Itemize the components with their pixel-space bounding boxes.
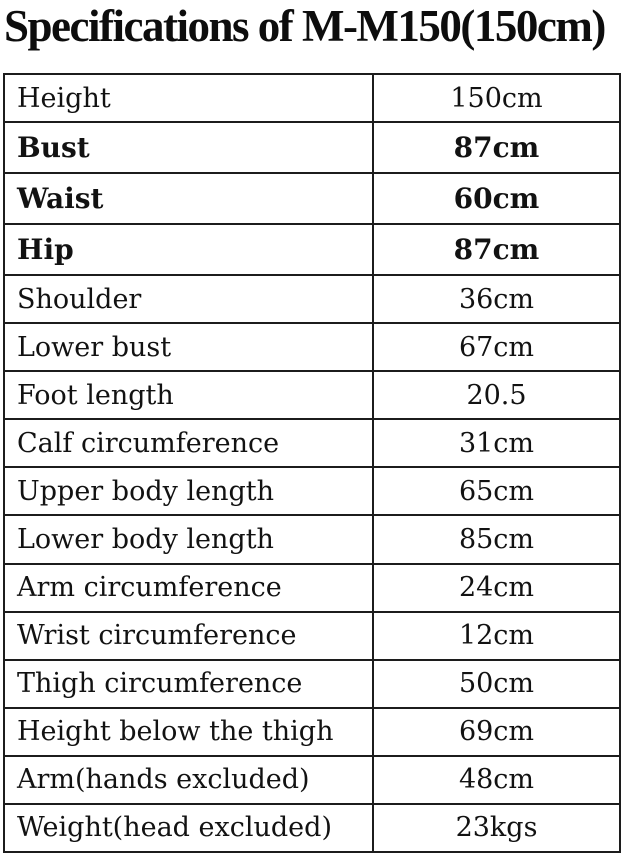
spec-value-weight-head-excluded: 23kgs: [373, 804, 620, 852]
table-row: [4, 467, 620, 515]
spec-label-waist: Waist: [4, 173, 373, 224]
specifications-table: [3, 73, 621, 853]
table-row: [4, 804, 620, 852]
spec-label-arm-circumference: Arm circumference: [4, 564, 373, 612]
table-row: [4, 708, 620, 756]
spec-value-waist: 60cm: [373, 173, 620, 224]
table-row: [4, 275, 620, 323]
table-row: [4, 371, 620, 419]
spec-value-lower-bust: 67cm: [373, 323, 620, 371]
spec-label-lower-bust: Lower bust: [4, 323, 373, 371]
spec-label-wrist-circumference: Wrist circumference: [4, 612, 373, 660]
spec-value-upper-body-length: 65cm: [373, 467, 620, 515]
spec-value-wrist-circumference: 12cm: [373, 612, 620, 660]
spec-label-lower-body-length: Lower body length: [4, 515, 373, 563]
spec-value-hip: 87cm: [373, 224, 620, 275]
spec-label-calf-circumference: Calf circumference: [4, 419, 373, 467]
table-row: [4, 660, 620, 708]
spec-label-hip: Hip: [4, 224, 373, 275]
spec-label-bust: Bust: [4, 122, 373, 173]
table-row: [4, 173, 620, 224]
spec-value-arm-circumference: 24cm: [373, 564, 620, 612]
spec-value-calf-circumference: 31cm: [373, 419, 620, 467]
spec-value-bust: 87cm: [373, 122, 620, 173]
spec-value-height-below-thigh: 69cm: [373, 708, 620, 756]
spec-label-weight-head-excluded: Weight(head excluded): [4, 804, 373, 852]
spec-label-arm-hands-excluded: Arm(hands excluded): [4, 756, 373, 804]
table-row: [4, 612, 620, 660]
spec-label-shoulder: Shoulder: [4, 275, 373, 323]
spec-label-foot-length: Foot length: [4, 371, 373, 419]
table-row: [4, 323, 620, 371]
table-row: [4, 419, 620, 467]
spec-value-arm-hands-excluded: 48cm: [373, 756, 620, 804]
table-row: [4, 74, 620, 122]
spec-value-lower-body-length: 85cm: [373, 515, 620, 563]
spec-label-thigh-circumference: Thigh circumference: [4, 660, 373, 708]
spec-value-height: 150cm: [373, 74, 620, 122]
spec-label-upper-body-length: Upper body length: [4, 467, 373, 515]
spec-table-body: [4, 74, 620, 852]
table-row: [4, 122, 620, 173]
spec-value-foot-length: 20.5: [373, 371, 620, 419]
table-row: [4, 224, 620, 275]
spec-value-shoulder: 36cm: [373, 275, 620, 323]
table-row: [4, 756, 620, 804]
spec-value-thigh-circumference: 50cm: [373, 660, 620, 708]
page-title: Specifications of M-M150(150cm): [4, 1, 605, 51]
table-row: [4, 564, 620, 612]
spec-label-height: Height: [4, 74, 373, 122]
spec-label-height-below-thigh: Height below the thigh: [4, 708, 373, 756]
table-row: [4, 515, 620, 563]
